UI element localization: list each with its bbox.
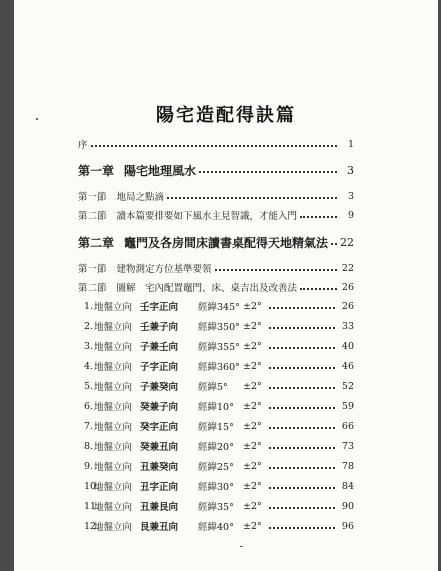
item-number: 8. — [84, 440, 94, 452]
dot-leader — [269, 317, 335, 329]
toc-section-row — [78, 207, 354, 223]
section-title: 圖解 宅內配置竈門、床、桌吉出及改善法 — [116, 283, 298, 294]
toc-page-number: 96 — [341, 520, 354, 532]
item-direction: 癸字正向 — [140, 422, 179, 433]
item-bearing: 經緯5° — [198, 382, 228, 393]
dot-leader — [269, 377, 335, 389]
item-mount: 地盤立向 — [94, 442, 133, 453]
scan-speck — [240, 546, 243, 547]
section-label: 第二節 — [78, 283, 107, 294]
toc-item-row — [84, 478, 354, 494]
dot-leader — [269, 397, 335, 409]
item-bearing: 經緯35° — [198, 502, 234, 513]
item-tolerance: ±2° — [243, 380, 262, 392]
toc-item-row — [84, 358, 354, 374]
item-mount: 地盤立向 — [94, 402, 133, 413]
item-mount: 地盤立向 — [94, 482, 133, 493]
item-tolerance: ±2° — [243, 440, 262, 452]
toc-item-row — [84, 418, 354, 434]
scan-speck — [36, 118, 38, 120]
chapter-2-title: 竈門及各房間床讀書桌配得天地精氣法 — [124, 235, 329, 250]
toc-page-number: 22 — [340, 235, 354, 249]
toc-page-number: 84 — [341, 480, 354, 492]
item-direction: 丑兼癸向 — [140, 462, 179, 473]
item-mount: 地盤立向 — [94, 522, 133, 533]
toc-page-number: 46 — [341, 360, 354, 372]
item-bearing: 經緯345° — [198, 302, 240, 313]
toc-page-number: 66 — [341, 420, 354, 432]
dot-leader — [215, 259, 337, 271]
item-number: 1. — [84, 300, 94, 312]
dot-leader — [269, 297, 335, 309]
dot-leader — [269, 437, 335, 449]
toc-item-row — [84, 398, 354, 414]
item-bearing: 經緯25° — [198, 462, 234, 473]
item-number: 10. — [84, 480, 100, 492]
toc-item-row — [84, 438, 354, 454]
dot-leader — [167, 187, 337, 199]
item-number: 11. — [84, 500, 100, 512]
toc-item-row — [84, 298, 354, 314]
dot-leader — [199, 161, 337, 173]
toc-page-number: 3 — [347, 190, 354, 202]
item-tolerance: ±2° — [243, 460, 262, 472]
item-direction: 子字正向 — [140, 362, 179, 373]
item-tolerance: ±2° — [243, 300, 262, 312]
dot-leader — [331, 233, 337, 245]
toc-preface-row — [78, 136, 354, 152]
toc-preface-label: 序 — [78, 140, 88, 151]
item-number: 12. — [84, 520, 100, 532]
item-mount: 地盤立向 — [94, 382, 133, 393]
item-mount: 地盤立向 — [94, 362, 133, 373]
toc-item-row — [84, 338, 354, 354]
dot-leader — [269, 477, 335, 489]
item-mount: 地盤立向 — [94, 322, 133, 333]
toc-page-number: 40 — [341, 340, 354, 352]
toc-item-row — [84, 498, 354, 514]
toc-page-number: 73 — [341, 440, 354, 452]
item-tolerance: ±2° — [243, 320, 262, 332]
dot-leader — [269, 457, 335, 469]
chapter-1-title: 陽宅地理風水 — [124, 163, 197, 178]
item-bearing: 經緯15° — [198, 422, 234, 433]
item-tolerance: ±2° — [243, 480, 262, 492]
toc-chapter-1-row — [78, 162, 354, 178]
item-number: 9. — [84, 460, 94, 472]
item-number: 5. — [84, 380, 94, 392]
dot-leader — [300, 278, 337, 290]
toc-page-number: 26 — [341, 281, 354, 293]
toc-item-row — [84, 458, 354, 474]
item-bearing: 經緯40° — [198, 522, 234, 533]
item-direction: 丑字正向 — [140, 482, 179, 493]
item-direction: 癸兼丑向 — [140, 442, 179, 453]
item-direction: 丑兼艮向 — [140, 502, 179, 513]
item-mount: 地盤立向 — [94, 502, 133, 513]
item-direction: 壬字正向 — [140, 302, 179, 313]
toc-page-number: 52 — [341, 380, 354, 392]
section-label: 第二節 — [78, 211, 107, 222]
book-page — [14, 0, 438, 571]
item-bearing: 經緯30° — [198, 482, 234, 493]
item-mount: 地盤立向 — [94, 302, 133, 313]
toc-page-number: 22 — [341, 262, 354, 274]
section-label: 第一節 — [78, 192, 107, 203]
toc-page-number: 3 — [347, 163, 354, 177]
item-number: 3. — [84, 340, 94, 352]
item-number: 2. — [84, 320, 94, 332]
item-direction: 子兼壬向 — [140, 342, 179, 353]
item-direction: 艮兼丑向 — [140, 522, 179, 533]
dot-leader — [300, 206, 337, 218]
item-bearing: 經緯360° — [198, 362, 240, 373]
section-title: 建物測定方位基準要領 — [116, 264, 212, 275]
item-bearing: 經緯20° — [198, 442, 234, 453]
item-direction: 癸兼子向 — [140, 402, 179, 413]
dot-leader — [269, 357, 335, 369]
item-number: 7. — [84, 420, 94, 432]
item-mount: 地盤立向 — [94, 462, 133, 473]
item-number: 4. — [84, 360, 94, 372]
item-bearing: 經緯350° — [198, 322, 240, 333]
item-tolerance: ±2° — [243, 520, 262, 532]
item-tolerance: ±2° — [243, 360, 262, 372]
page-title: 陽宅造配得訣篇 — [156, 105, 296, 126]
toc-page-number: 9 — [347, 209, 354, 221]
toc-item-row — [84, 318, 354, 334]
toc-item-row — [84, 378, 354, 394]
chapter-1-label: 第一章 — [78, 163, 115, 178]
toc-page-number: 90 — [341, 500, 354, 512]
toc-section-row — [78, 279, 354, 295]
section-title: 讀本篇要排要如下風水主見智識，才能入門 — [116, 211, 298, 222]
item-direction: 子兼癸向 — [140, 382, 179, 393]
toc-page-number: 59 — [341, 400, 354, 412]
dot-leader — [269, 517, 335, 529]
toc-item-row — [84, 518, 354, 534]
toc-section-row — [78, 260, 354, 276]
dot-leader — [269, 337, 335, 349]
item-bearing: 經緯10° — [198, 402, 234, 413]
item-direction: 壬兼子向 — [140, 322, 179, 333]
item-tolerance: ±2° — [243, 340, 262, 352]
section-label: 第一節 — [78, 264, 107, 275]
item-number: 6. — [84, 400, 94, 412]
toc-page-number: 78 — [341, 460, 354, 472]
toc-chapter-2-row — [78, 234, 354, 250]
toc-section-row — [78, 188, 354, 204]
toc-page-number: 26 — [341, 300, 354, 312]
item-tolerance: ±2° — [243, 420, 262, 432]
toc-page-number: 1 — [347, 138, 354, 150]
toc-page-number: 33 — [341, 320, 354, 332]
item-mount: 地盤立向 — [94, 342, 133, 353]
chapter-2-label: 第二章 — [78, 235, 115, 250]
item-mount: 地盤立向 — [94, 422, 133, 433]
dot-leader — [269, 497, 335, 509]
item-tolerance: ±2° — [243, 500, 262, 512]
dot-leader — [269, 417, 335, 429]
item-tolerance: ±2° — [243, 400, 262, 412]
dot-leader — [91, 135, 337, 147]
item-bearing: 經緯355° — [198, 342, 240, 353]
section-title: 地局之點滴 — [116, 192, 165, 203]
